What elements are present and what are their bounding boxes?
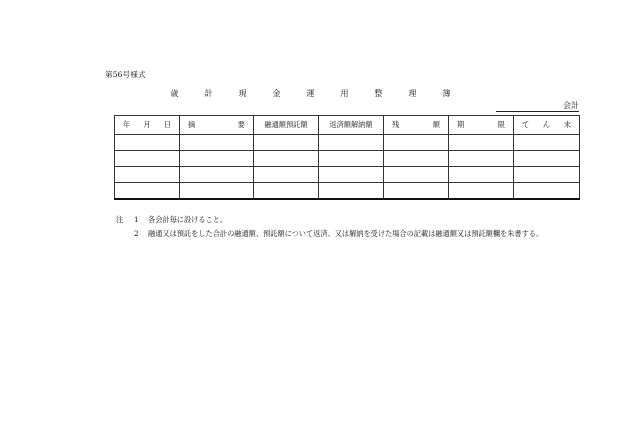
note-text: 融通又は預託をした合計の融通額、預託額について返済、又は解納を受けた場合の記載は融通額又は預託額欄を朱書する。 xyxy=(148,229,544,238)
table-cell xyxy=(115,135,180,151)
account-label: 会計 xyxy=(563,101,579,110)
table-header-row xyxy=(115,116,580,135)
header-term xyxy=(449,116,514,135)
header-disposition-part3: 末 xyxy=(563,120,571,129)
table-cell xyxy=(319,151,384,167)
table-cell xyxy=(384,151,449,167)
header-term-part1: 期 xyxy=(457,120,465,129)
table-row xyxy=(115,135,580,151)
table-cell xyxy=(449,135,514,151)
header-financing-amount xyxy=(254,116,319,135)
table-cell xyxy=(254,183,319,200)
header-date-month: 月 xyxy=(143,120,151,129)
notes-marker: 注 xyxy=(116,215,124,224)
table-cell xyxy=(180,135,254,151)
table-cell xyxy=(254,151,319,167)
table-cell xyxy=(319,167,384,183)
table-cell xyxy=(180,183,254,200)
note-text: 各会計毎に設けること。 xyxy=(148,215,228,224)
table-cell xyxy=(254,135,319,151)
table-cell xyxy=(449,167,514,183)
table-cell xyxy=(254,167,319,183)
table-cell xyxy=(319,135,384,151)
header-disposition-part2: ん xyxy=(542,120,551,129)
table-cell xyxy=(319,183,384,200)
table-cell xyxy=(514,167,580,183)
note-number: 1 xyxy=(134,215,139,224)
header-balance-part2: 額 xyxy=(432,120,440,129)
notes-section xyxy=(116,213,543,241)
table-cell xyxy=(449,183,514,200)
header-date-day: 日 xyxy=(163,120,171,129)
table-cell xyxy=(180,167,254,183)
table-cell xyxy=(449,151,514,167)
header-financing-amount-label: 融通額預託額 xyxy=(264,120,308,129)
note-number: 2 xyxy=(134,229,139,238)
ledger-table xyxy=(114,115,580,200)
header-balance-part1: 残 xyxy=(392,120,400,129)
header-disposition xyxy=(514,116,580,135)
note-item xyxy=(116,227,543,241)
note-marker-spacer xyxy=(116,227,134,241)
table-row xyxy=(115,167,580,183)
header-description-part2: 要 xyxy=(237,120,245,129)
document-title xyxy=(0,88,630,99)
table-cell xyxy=(514,183,580,200)
table-row xyxy=(115,151,580,167)
table-cell xyxy=(115,151,180,167)
header-date-year: 年 xyxy=(123,120,131,129)
table-cell xyxy=(180,151,254,167)
note-item xyxy=(116,213,543,227)
table-cell xyxy=(384,183,449,200)
document-title-text: 歳 計 現 金 運 用 整 理 簿 xyxy=(170,89,460,98)
header-date xyxy=(115,116,180,135)
header-balance xyxy=(384,116,449,135)
table-cell xyxy=(514,135,580,151)
account-name-field xyxy=(496,100,579,112)
header-disposition-part1: て xyxy=(522,120,530,129)
table-cell xyxy=(514,151,580,167)
table-cell xyxy=(115,183,180,200)
header-repayment-amount-label: 返済額解納額 xyxy=(329,120,373,129)
table-row xyxy=(115,183,580,200)
table-cell xyxy=(115,167,180,183)
header-repayment-amount xyxy=(319,116,384,135)
header-description-part1: 摘 xyxy=(188,120,196,129)
table-cell xyxy=(384,135,449,151)
table-cell xyxy=(384,167,449,183)
header-description xyxy=(180,116,254,135)
form-number: 第56号様式 xyxy=(105,70,146,79)
header-term-part2: 限 xyxy=(497,120,505,129)
